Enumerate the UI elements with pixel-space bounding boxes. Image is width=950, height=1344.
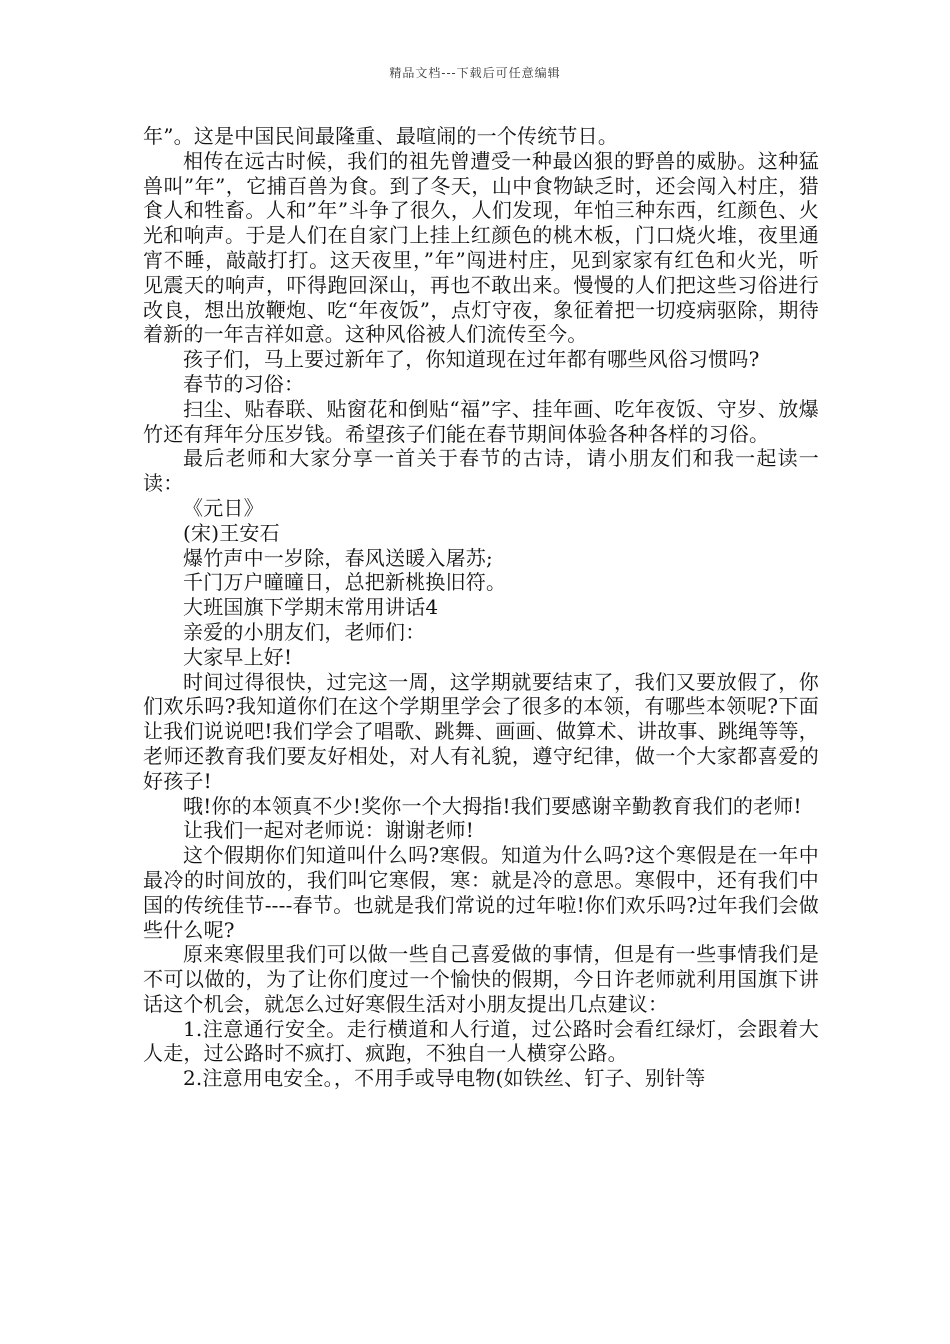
salutation: 亲爱的小朋友们，老师们： xyxy=(183,619,426,644)
page-header: 精品文档---下载后可任意编辑 xyxy=(389,66,561,80)
list-item: 2.注意用电安全。，不用手或导电物(如铁丝、钉子、别针等 xyxy=(183,1066,706,1091)
paragraph: 孩子们，马上要过新年了，你知道现在过年都有哪些风俗习惯吗? xyxy=(183,347,760,372)
paragraph: 年”。这是中国民间最隆重、最喧闹的一个传统节日。 xyxy=(143,124,619,148)
paragraph: 这个假期你们知道叫什么吗?寒假。知道为什么吗?这个寒假是在一年中最冷的时间放的，我们叫它寒假，寒：就是冷的意思。寒假中，还有我们中国的传统佳节----春节。也就是我们常说的过年啦!你们欢乐吗?过年我们会做些什么呢? xyxy=(143,843,819,942)
poem-title: 《元日》 xyxy=(183,495,264,520)
paragraph: 扫尘、贴春联、贴窗花和倒贴“福”字、挂年画、吃年夜饭、守岁、放爆竹还有拜年分压岁钱。希望孩子们能在春节期间体验各种各样的习俗。 xyxy=(143,396,819,446)
paragraph: 最后老师和大家分享一首关于春节的古诗，请小朋友们和我一起读一读： xyxy=(143,446,819,496)
poem-author: (宋)王安石 xyxy=(183,520,280,545)
greeting: 大家早上好! xyxy=(183,644,293,669)
paragraph: 让我们一起对老师说：谢谢老师! xyxy=(183,818,475,843)
paragraph: 哦!你的本领真不少!奖你一个大拇指!我们要感谢辛勤教育我们的老师! xyxy=(183,793,802,818)
section-heading: 春节的习俗： xyxy=(183,371,305,396)
list-item: 1.注意通行安全。走行横道和人行道，过公路时会看红绿灯，会跟着大人走，过公路时不疯打、疯跑，不独自一人横穿公路。 xyxy=(143,1016,819,1066)
paragraph: 时间过得很快，过完这一周，这学期就要结束了，我们又要放假了，你们欢乐吗?我知道你们在这个学期里学会了很多的本领，有哪些本领呢?下面让我们说说吧!我们学会了唱歌、跳舞、画画、做算术、讲故事、跳绳等等，老师还教育我们要友好相处，对人有礼貌，遵守纪律，做一个大家都喜爱的好孩子! xyxy=(143,669,819,793)
poem-line: 千门万户曈曈日，总把新桃换旧符。 xyxy=(183,570,507,595)
paragraph: 原来寒假里我们可以做一些自己喜爱做的事情，但是有一些事情我们是不可以做的，为了让你们度过一个愉快的假期，今日许老师就利用国旗下讲话这个机会，就怎么过好寒假生活对小朋友提出几点建议： xyxy=(143,942,819,1016)
document-body xyxy=(143,124,819,1091)
poem-line: 爆竹声中一岁除，春风送暖入屠苏; xyxy=(183,545,493,570)
speech-title: 大班国旗下学期末常用讲话4 xyxy=(183,595,439,620)
paragraph: 相传在远古时候，我们的祖先曾遭受一种最凶狠的野兽的威胁。这种猛兽叫”年”，它捕百兽为食。到了冬天，山中食物缺乏时，还会闯入村庄，猎食人和牲畜。人和”年”斗争了很久，人们发现，年怕三种东西，红颜色、火光和响声。于是人们在自家门上挂上红颜色的桃木板，门口烧火堆，夜里通宵不睡，敲敲打打。这天夜里，”年”闯进村庄，见到家家有红色和火光，听见震天的响声，吓得跑回深山，再也不敢出来。慢慢的人们把这些习俗进行改良，想出放鞭炮、吃“年夜饭”，点灯守夜，象征着把一切疫病驱除，期待着新的一年吉祥如意。这种风俗被人们流传至今。 xyxy=(143,148,819,347)
